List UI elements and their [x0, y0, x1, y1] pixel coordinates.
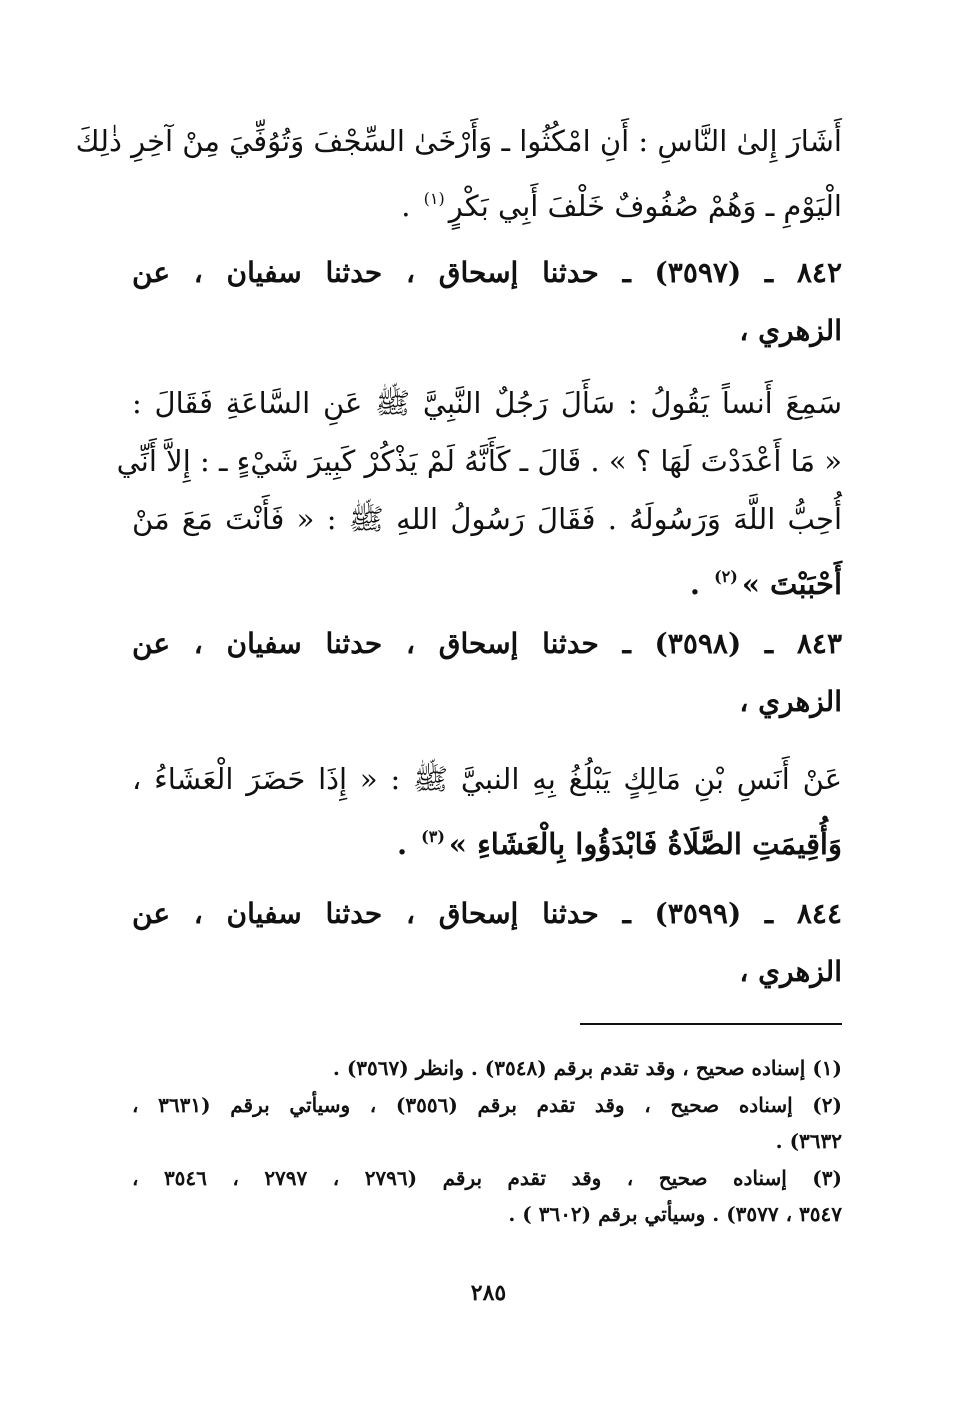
text-line: أَشَارَ إِلىٰ النَّاسِ : أَنِ امْكُثُوا ـ وَأَرْخَىٰ السِّجْفَ وَتُوُفِّيَ مِنْ آخِرِ ذٰلِكَ [75, 124, 842, 158]
footnotes [132, 1050, 842, 1233]
footnote-2 [132, 1087, 842, 1159]
text-fragment: الْيَوْمِ ـ وَهُمْ صُفُوفٌ خَلْفَ أَبِي بَكْرٍ [448, 189, 842, 223]
footnote-line: (٣) إسناده صحيح ، وقد تقدم برقم (٢٧٩٦ ، ٢٧٩٧ ، ٣٥٤٦ ، [132, 1166, 842, 1190]
text-line: عَنْ أَنَسِ بْنِ مَالِكٍ يَبْلُغُ بِهِ النبيَّ ﷺ : « إِذَا حَضَرَ الْعَشَاءُ ، [132, 762, 842, 796]
footnote-separator [580, 1023, 842, 1025]
hadith-chain-842 [132, 244, 842, 360]
sentence-end: . [396, 827, 418, 861]
text-line: الزهري ، [739, 314, 842, 347]
footnote-ref[interactable]: (٢) [714, 567, 738, 586]
hadith-number-line: ٨٤٤ ـ (٣٥٩٩) ـ حدثنا إسحاق ، حدثنا سفيان ، عن [132, 897, 842, 930]
footnote-line: (١) إسناده صحيح ، وقد تقدم برقم (٣٥٤٨) . وانظر (٣٥٦٧) . [332, 1056, 842, 1080]
footnote-1 [132, 1050, 842, 1086]
text-line [132, 170, 842, 235]
text-line: أُحِبُّ اللَّهَ وَرَسُولَهُ . فَقَالَ رَسُولُ اللهِ ﷺ : « فَأَنْتَ مَعَ مَنْ [132, 502, 842, 536]
text-fragment: أَحْبَبْتَ » [741, 567, 842, 601]
hadith-number-line: ٨٤٣ ـ (٣٥٩٨) ـ حدثنا إسحاق ، حدثنا سفيان ، عن [132, 627, 842, 660]
hadith-text-block [75, 112, 842, 235]
text-line [132, 548, 842, 613]
hadith-number-line: ٨٤٢ ـ (٣٥٩٧) ـ حدثنا إسحاق ، حدثنا سفيان ، عن [132, 256, 842, 289]
footnote-3 [132, 1160, 842, 1232]
text-line: « مَا أَعْدَدْتَ لَهَا ؟ » . قَالَ ـ كَأَنَّهُ لَمْ يَذْكُرْ كَبِيرَ شَيْءٍ ـ : إِلاَّ أَنِّي [116, 444, 842, 478]
sentence-end: . [689, 567, 711, 601]
footnote-ref[interactable]: (٣) [421, 827, 445, 846]
footnote-line: ٣٥٤٧ ، ٣٥٧٧) . وسيأتي برقم (٣٦٠٢ ) . [508, 1202, 842, 1226]
text-line: الزهري ، [739, 955, 842, 988]
text-line: الزهري ، [739, 685, 842, 718]
text-line [132, 808, 842, 873]
hadith-chain-844 [132, 885, 842, 1001]
sentence-end: . [401, 189, 420, 223]
hadith-chain-843 [132, 615, 842, 731]
footnote-line: ٣٦٣٢) . [775, 1129, 842, 1153]
page-number: ٢٨٥ [470, 1280, 507, 1306]
text-fragment: وَأُقِيمَتِ الصَّلَاةُ فَابْدَؤُوا بِالْعَشَاءِ » [448, 827, 842, 861]
hadith-text-block [116, 374, 842, 613]
text-line: سَمِعَ أَنساً يَقُولُ : سَأَلَ رَجُلٌ النَّبِيَّ ﷺ عَنِ السَّاعَةِ فَقَالَ : [132, 386, 842, 420]
footnote-ref[interactable]: (١) [423, 189, 445, 208]
footnote-line: (٢) إسناده صحيح ، وقد تقدم برقم (٣٥٥٦) ، وسيأتي برقم (٣٦٣١ ، [132, 1093, 842, 1117]
hadith-text-block [132, 750, 842, 873]
